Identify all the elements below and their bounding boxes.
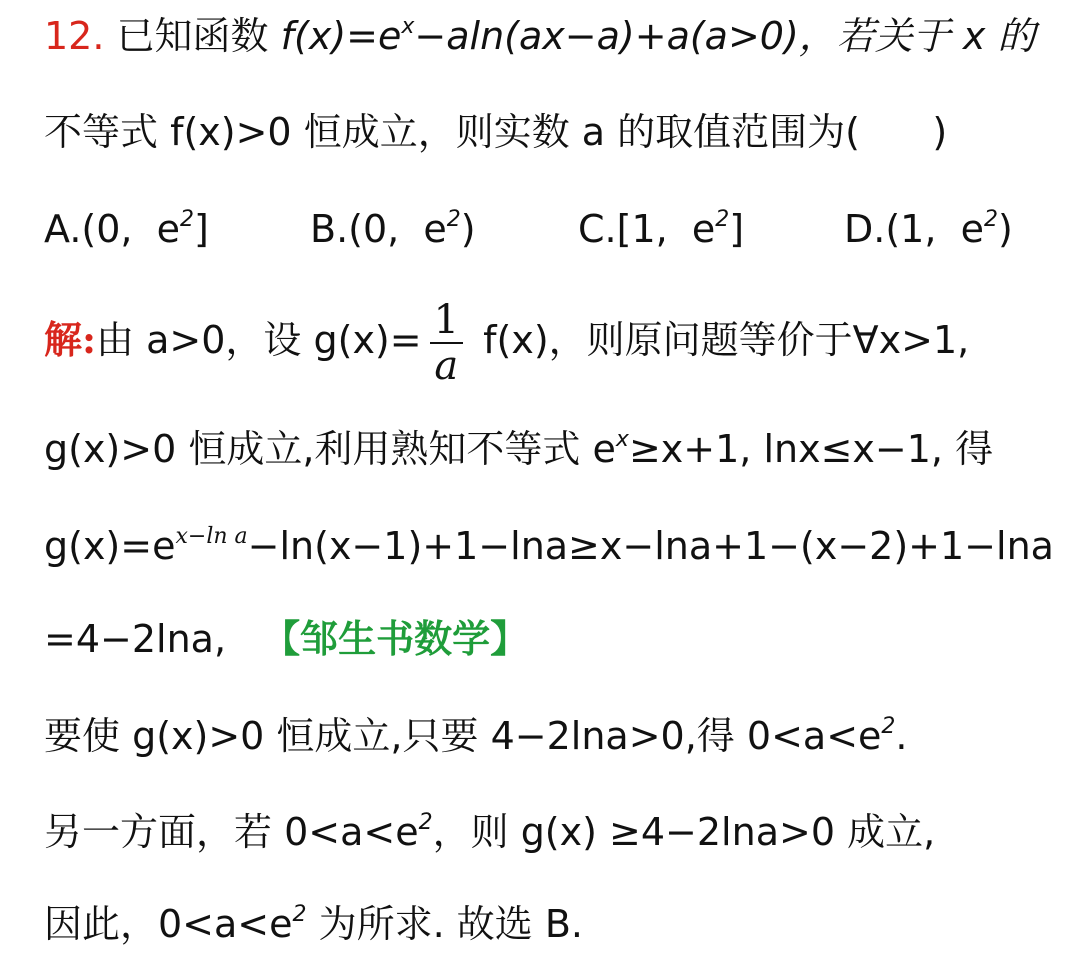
solution-label: 解:	[44, 317, 97, 362]
problem-number: 12.	[44, 14, 105, 58]
solution-line-5: 要使 g(x)>0 恒成立,只要 4−2lna>0,得 $0<a<e^2$.	[44, 714, 908, 758]
option-b: B.(0, $e^2$)	[310, 207, 476, 251]
watermark-label: 【邹生书数学】	[262, 616, 529, 661]
solution-line-6: 另一方面，若 $0<a<e^2$，则 g(x) ≥4−2lna>0 成立,	[44, 810, 936, 854]
solution-line-7: 因此，$0<a<e^2$ 为所求. 故选 B.	[44, 902, 583, 946]
option-d: D.(1, $e^2$)	[844, 207, 1013, 251]
problem-line-1	[44, 12, 1060, 60]
option-c: C.[1, $e^2$]	[578, 207, 745, 251]
problem-exponent: x	[401, 14, 415, 39]
solution-line-3: $g(x)=e^{x-ln a}-\ln(x-1)+1-\ln a\ge x-\ln a+1-(x-2)+1-\ln a$	[44, 524, 1054, 568]
solution-text-1a: 由 a>0，设 g(x)=	[96, 318, 422, 362]
solution-line-4: =4−2lna, 【邹生书数学】	[44, 616, 529, 661]
problem-text-rest: −aln(ax−a)+a(a>0)，若关于 x 的	[414, 14, 1036, 58]
solution-text-1b: f(x)，则原问题等价于∀x>1,	[471, 318, 970, 362]
problem-line-2	[44, 108, 1060, 156]
fraction-1-over-a: $\frac{1}{a}$	[430, 298, 463, 388]
option-a: A.(0, $e^2$]	[44, 207, 209, 251]
problem-text-prefix: 已知函数	[116, 14, 281, 58]
solution-line-1	[44, 292, 1060, 388]
solution-line-2: g(x)>0 恒成立,利用熟知不等式 $e^x\ge x+1$, lnx≤x−1, 得	[44, 427, 994, 471]
problem-function: f(x)=e	[280, 14, 402, 58]
problem-question: 不等式 f(x)>0 恒成立，则实数 a 的取值范围为( )	[44, 110, 948, 154]
